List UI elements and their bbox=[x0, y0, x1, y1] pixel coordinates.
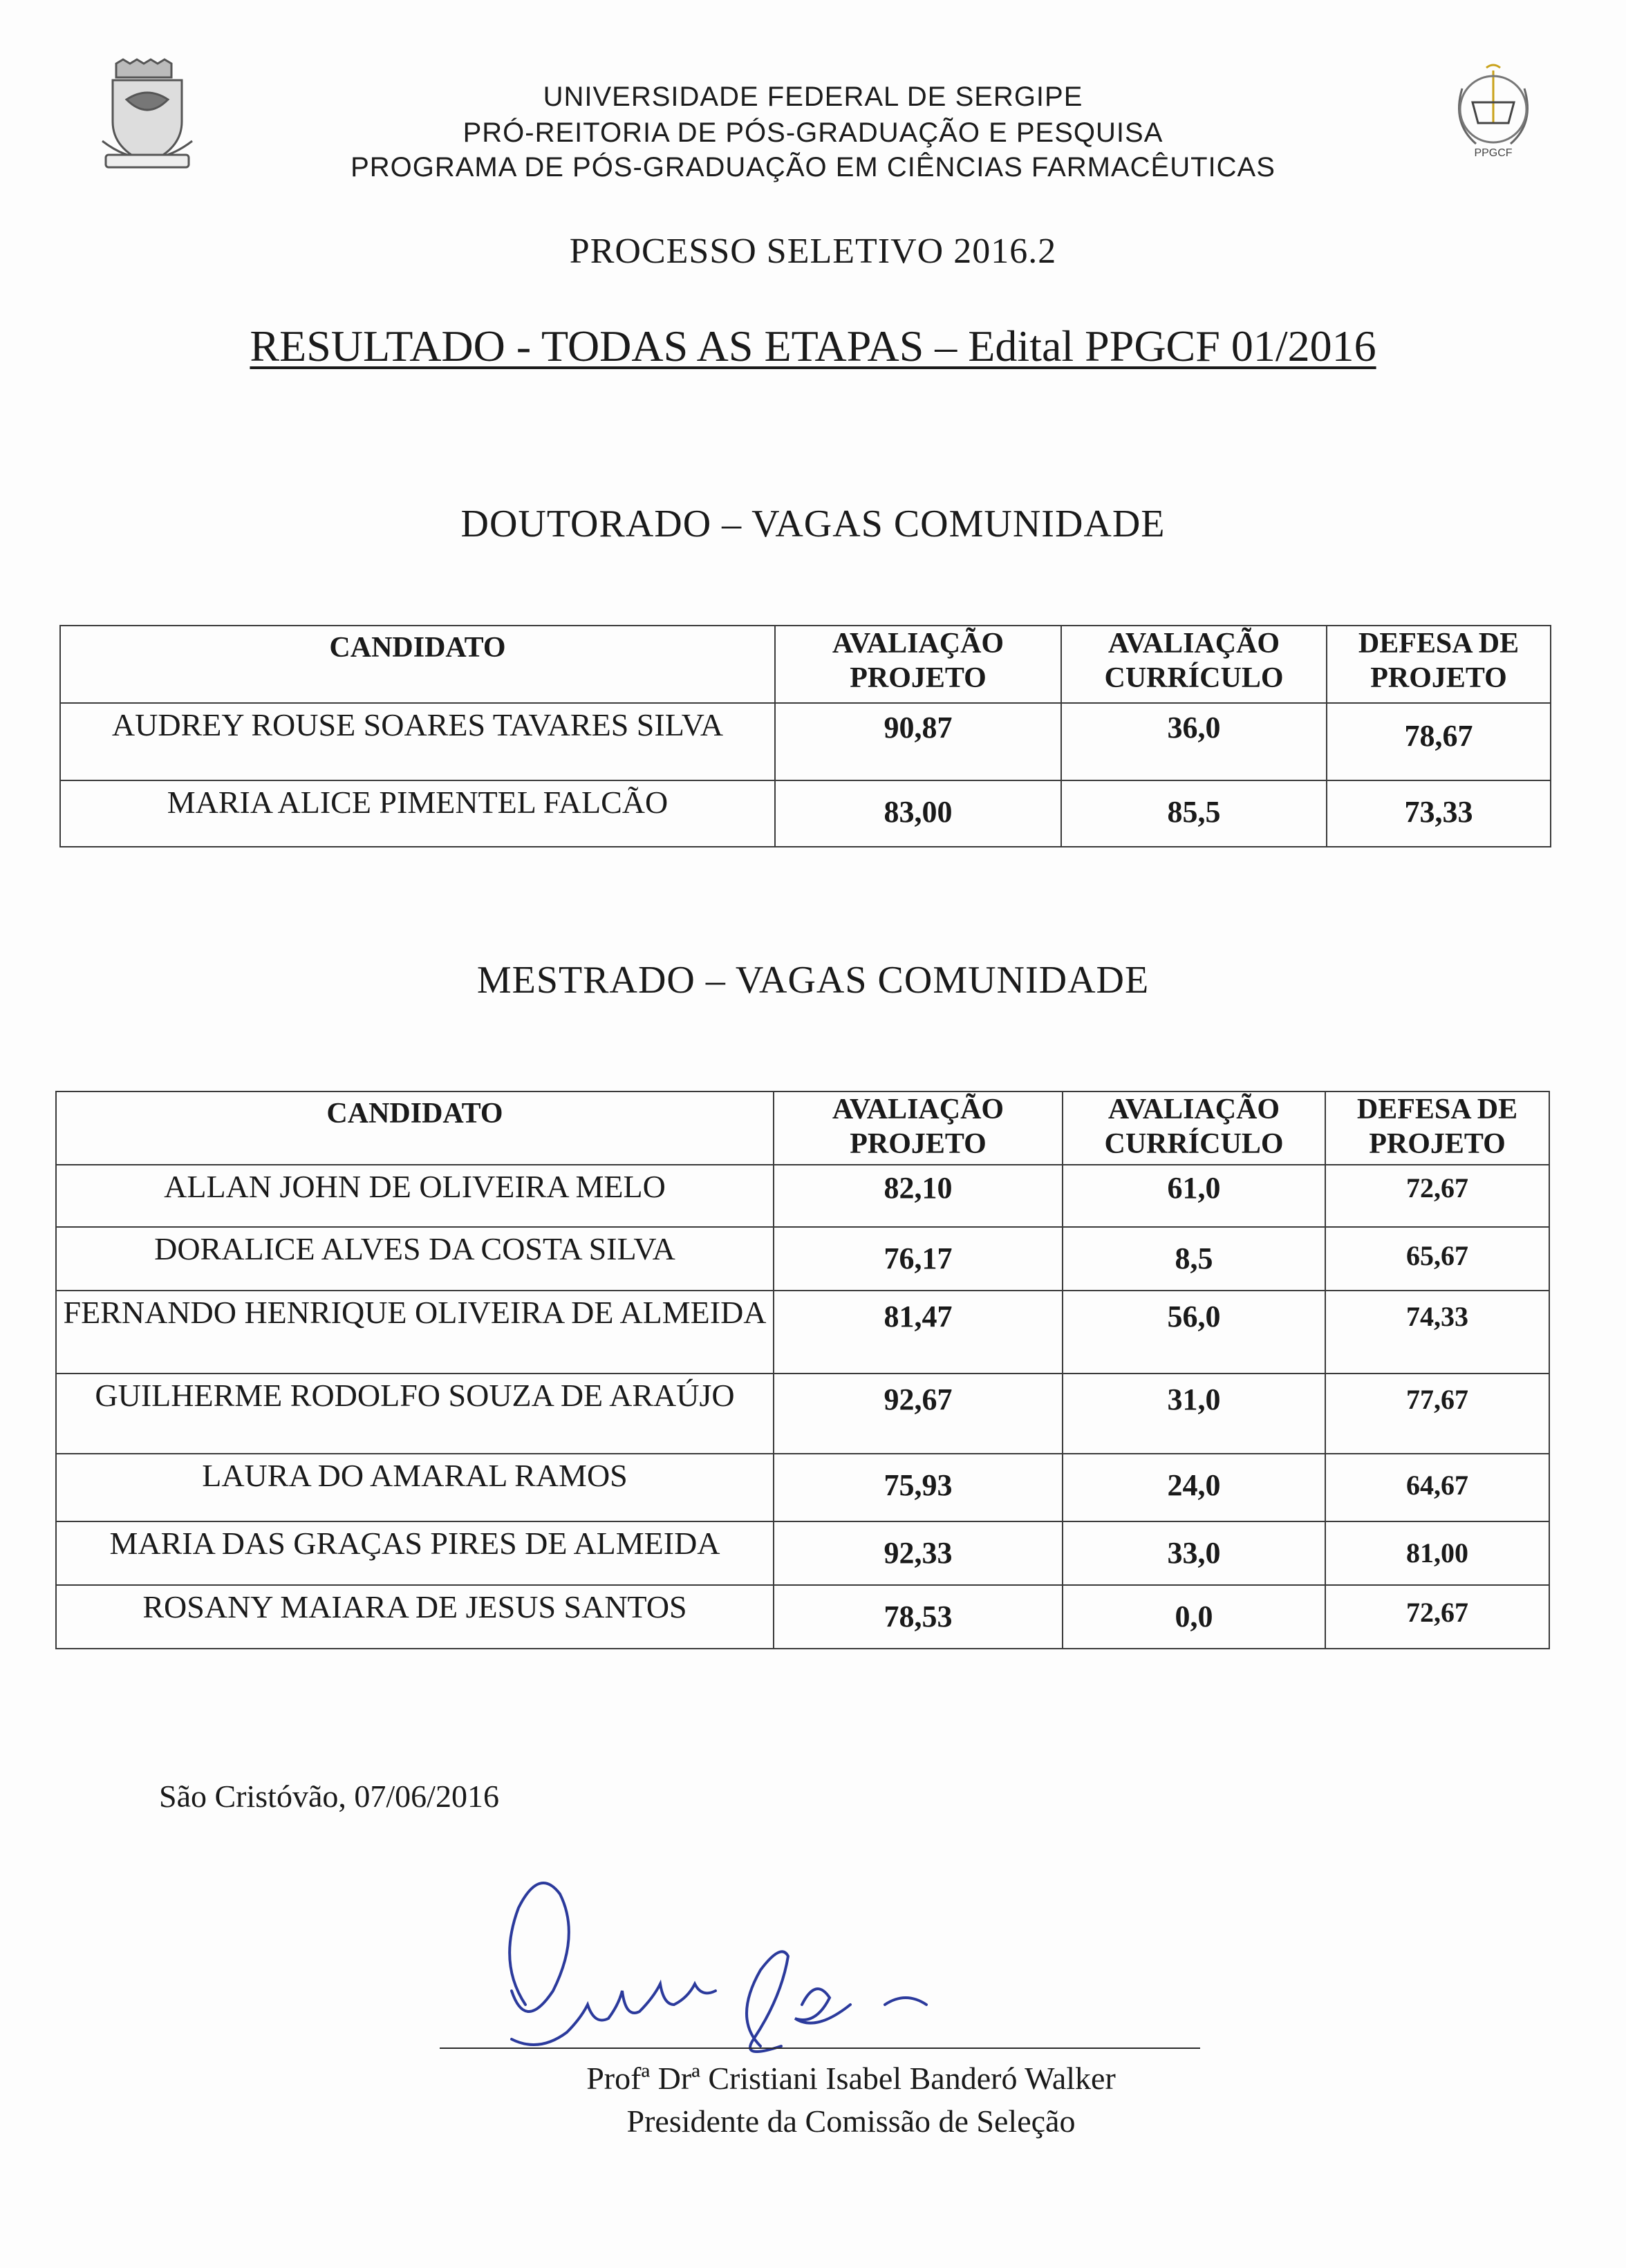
candidate-name: AUDREY ROUSE SOARES TAVARES SILVA bbox=[60, 703, 775, 780]
signatory-name: Profª Drª Cristiani Isabel Banderó Walker bbox=[586, 2061, 1116, 2096]
col-header-defesa-projeto: DEFESA DE PROJETO bbox=[1327, 626, 1551, 703]
score-projeto: 75,93 bbox=[774, 1454, 1063, 1521]
table-row bbox=[56, 1374, 1549, 1454]
table-row bbox=[56, 1165, 1549, 1227]
score-projeto: 83,00 bbox=[775, 780, 1061, 847]
table-row bbox=[60, 703, 1551, 780]
score-curriculo: 0,0 bbox=[1063, 1585, 1325, 1649]
score-defesa: 72,67 bbox=[1325, 1585, 1549, 1649]
candidate-name: MARIA ALICE PIMENTEL FALCÃO bbox=[60, 780, 775, 847]
table-row bbox=[56, 1454, 1549, 1521]
score-curriculo: 24,0 bbox=[1063, 1454, 1325, 1521]
score-curriculo: 61,0 bbox=[1063, 1165, 1325, 1227]
score-curriculo: 31,0 bbox=[1063, 1374, 1325, 1454]
table-header-row bbox=[60, 626, 1551, 703]
ppgcf-logo-text: PPGCF bbox=[1474, 147, 1513, 159]
score-projeto: 81,47 bbox=[774, 1291, 1063, 1374]
doutorado-title: DOUTORADO – VAGAS COMUNIDADE bbox=[460, 503, 1166, 545]
doutorado-table bbox=[59, 625, 1551, 847]
header-program: PROGRAMA DE PÓS-GRADUAÇÃO EM CIÊNCIAS FARMACÊUTICAS bbox=[351, 152, 1275, 182]
candidate-name: LAURA DO AMARAL RAMOS bbox=[56, 1454, 774, 1521]
candidate-name: GUILHERME RODOLFO SOUZA DE ARAÚJO bbox=[56, 1374, 774, 1454]
table-row bbox=[56, 1227, 1549, 1291]
score-projeto: 90,87 bbox=[775, 703, 1061, 780]
signature-line bbox=[440, 2047, 1200, 2049]
header-university: UNIVERSIDADE FEDERAL DE SERGIPE bbox=[543, 82, 1083, 112]
header-pro-reitoria: PRÓ-REITORIA DE PÓS-GRADUAÇÃO E PESQUISA bbox=[462, 118, 1164, 148]
score-defesa: 74,33 bbox=[1325, 1291, 1549, 1374]
col-header-avaliacao-projeto: AVALIAÇÃO PROJETO bbox=[775, 626, 1061, 703]
signature-icon bbox=[470, 1866, 996, 2074]
score-curriculo: 36,0 bbox=[1061, 703, 1327, 780]
score-projeto: 78,53 bbox=[774, 1585, 1063, 1649]
table-row bbox=[56, 1291, 1549, 1374]
result-title bbox=[0, 321, 1626, 372]
score-defesa: 72,67 bbox=[1325, 1165, 1549, 1227]
signatory-role: Presidente da Comissão de Seleção bbox=[626, 2103, 1076, 2139]
score-projeto: 92,33 bbox=[774, 1521, 1063, 1585]
score-projeto: 92,67 bbox=[774, 1374, 1063, 1454]
score-projeto: 82,10 bbox=[774, 1165, 1063, 1227]
score-defesa: 77,67 bbox=[1325, 1374, 1549, 1454]
col-header-defesa-projeto: DEFESA DE PROJETO bbox=[1325, 1091, 1549, 1165]
score-projeto: 76,17 bbox=[774, 1227, 1063, 1291]
result-title-text: RESULTADO - TODAS AS ETAPAS – Edital PPGCF 01/2016 bbox=[250, 321, 1376, 371]
score-curriculo: 85,5 bbox=[1061, 780, 1327, 847]
table-row bbox=[56, 1585, 1549, 1649]
score-defesa: 81,00 bbox=[1325, 1521, 1549, 1585]
score-defesa: 64,67 bbox=[1325, 1454, 1549, 1521]
place-date: São Cristóvão, 07/06/2016 bbox=[159, 1779, 499, 1814]
candidate-name: DORALICE ALVES DA COSTA SILVA bbox=[56, 1227, 774, 1291]
table-row bbox=[60, 780, 1551, 847]
col-header-avaliacao-curriculo: AVALIAÇÃO CURRÍCULO bbox=[1063, 1091, 1325, 1165]
table-row bbox=[56, 1521, 1549, 1585]
score-curriculo: 56,0 bbox=[1063, 1291, 1325, 1374]
col-header-avaliacao-curriculo: AVALIAÇÃO CURRÍCULO bbox=[1061, 626, 1327, 703]
table-header-row bbox=[56, 1091, 1549, 1165]
score-curriculo: 8,5 bbox=[1063, 1227, 1325, 1291]
col-header-candidato: CANDIDATO bbox=[56, 1091, 774, 1165]
mestrado-title: MESTRADO – VAGAS COMUNIDADE bbox=[476, 959, 1150, 1002]
candidate-name: FERNANDO HENRIQUE OLIVEIRA DE ALMEIDA bbox=[56, 1291, 774, 1374]
mestrado-table bbox=[55, 1091, 1550, 1649]
candidate-name: ALLAN JOHN DE OLIVEIRA MELO bbox=[56, 1165, 774, 1227]
candidate-name: ROSANY MAIARA DE JESUS SANTOS bbox=[56, 1585, 774, 1649]
score-curriculo: 33,0 bbox=[1063, 1521, 1325, 1585]
score-defesa: 73,33 bbox=[1327, 780, 1551, 847]
col-header-avaliacao-projeto: AVALIAÇÃO PROJETO bbox=[774, 1091, 1063, 1165]
score-defesa: 65,67 bbox=[1325, 1227, 1549, 1291]
candidate-name: MARIA DAS GRAÇAS PIRES DE ALMEIDA bbox=[56, 1521, 774, 1585]
process-title: PROCESSO SELETIVO 2016.2 bbox=[569, 232, 1057, 271]
score-defesa: 78,67 bbox=[1327, 703, 1551, 780]
col-header-candidato: CANDIDATO bbox=[60, 626, 775, 703]
